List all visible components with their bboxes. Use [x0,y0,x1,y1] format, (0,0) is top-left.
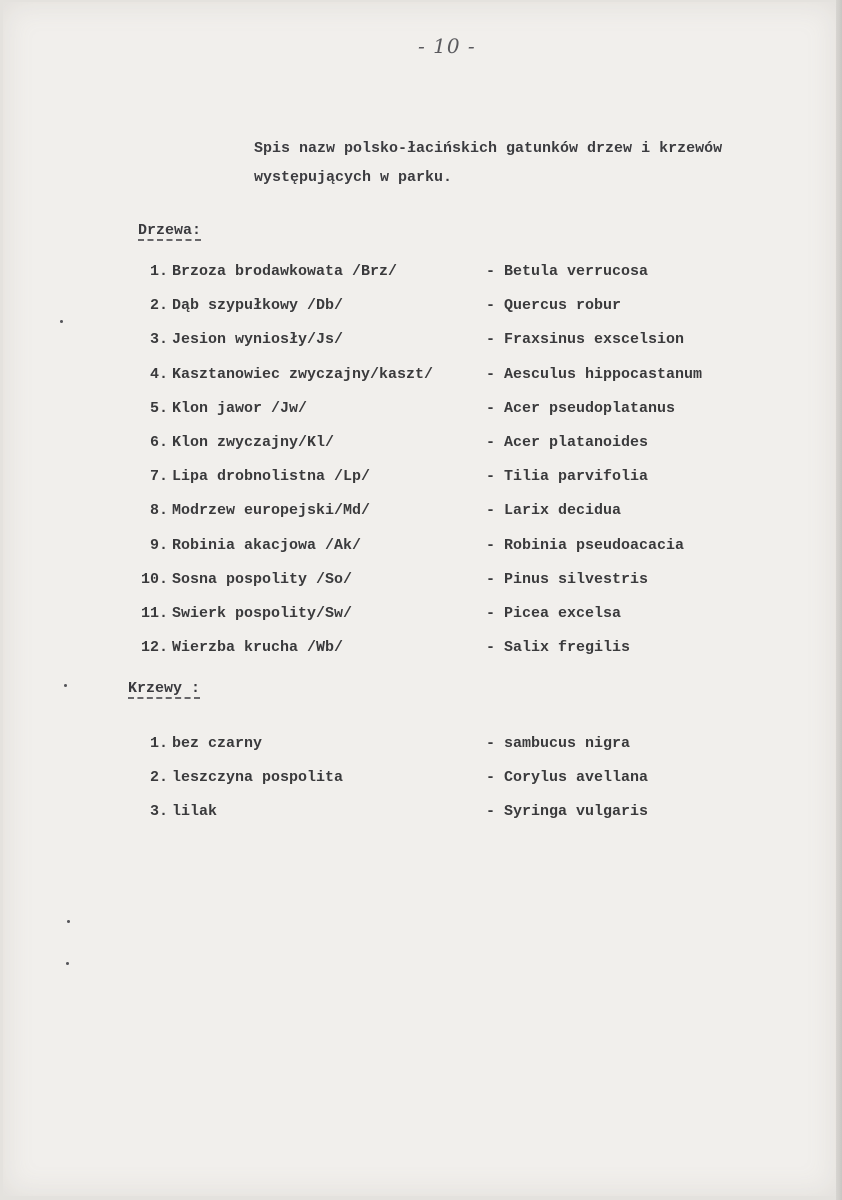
item-number: 2. [149,769,168,786]
list-item [0,297,834,321]
list-item [0,400,834,424]
latin-name: - Pinus silvestris [486,570,649,588]
list-item [0,605,834,629]
polish-name: Jesion wyniosły/Js/ [172,331,344,349]
latin-name: - Larix decidua [486,502,622,520]
polish-name: lilak [172,803,218,820]
paper-speck [60,320,63,323]
item-number: 3. [149,331,168,349]
polish-name: Klon jawor /Jw/ [172,399,308,417]
polish-name: bez czarny [172,735,263,752]
latin-name: - Betula verrucosa [486,263,649,280]
latin-name: - Syringa vulgaris [486,803,649,820]
polish-name: Sosna pospolity /So/ [172,570,353,588]
item-number: 4. [149,365,168,383]
item-number: 8. [149,502,168,520]
item-number: 12. [140,639,168,657]
latin-name: - Tilia parvifolia [486,468,649,486]
polish-name: Kasztanowiec zwyczajny/kaszt/ [172,365,434,383]
list-item [0,537,834,561]
list-item [0,434,834,458]
item-number: 9. [149,536,168,554]
shrubs-heading: Krzewy : [128,680,201,697]
page-edge [836,0,842,1200]
item-number: 1. [149,735,168,752]
latin-name: - sambucus nigra [486,735,631,752]
item-number: 5. [149,399,168,417]
item-number: 10. [140,570,168,588]
list-item [0,571,834,595]
paper-speck [66,962,69,965]
latin-name: - Fraxsinus exscelsion [486,331,685,349]
polish-name: Modrzew europejski/Md/ [172,502,371,520]
polish-name: Brzoza brodawkowata /Brz/ [172,263,398,280]
list-item [0,769,834,793]
polish-name: Dąb szypułkowy /Db/ [172,297,344,315]
item-number: 3. [149,803,168,820]
polish-name: Lipa drobnolistna /Lp/ [172,468,371,486]
list-item [0,366,834,390]
latin-name: - Salix fregilis [486,639,631,657]
item-number: 7. [149,468,168,486]
list-item [0,639,834,663]
list-item [0,803,834,827]
list-item [0,331,834,355]
list-item [0,502,834,526]
item-number: 1. [149,263,168,280]
latin-name: - Robinia pseudoacacia [486,536,685,554]
item-number: 11. [140,605,168,622]
polish-name: Wierzba krucha /Wb/ [172,639,344,657]
list-item [0,735,834,759]
paper-speck [64,684,67,687]
item-number: 2. [149,297,168,315]
trees-heading: Drzewa: [138,222,202,239]
document-title: Spis nazw polsko-łacińskich gatunków drzew i krzewów występujących w parku. [254,140,723,186]
latin-name: - Aesculus hippocastanum [486,365,703,383]
item-number: 6. [149,434,168,451]
latin-name: - Acer pseudoplatanus [486,399,676,417]
latin-name: - Picea excelsa [486,605,622,622]
list-item [0,468,834,492]
list-item [0,263,834,287]
paper-speck [67,920,70,923]
page-number: - 10 - [418,34,476,58]
latin-name: - Corylus avellana [486,769,649,786]
polish-name: Robinia akacjowa /Ak/ [172,536,362,554]
polish-name: Swierk pospolity/Sw/ [172,605,353,622]
latin-name: - Quercus robur [486,297,622,315]
latin-name: - Acer platanoides [486,434,649,451]
polish-name: Klon zwyczajny/Kl/ [172,434,335,451]
polish-name: leszczyna pospolita [172,769,344,786]
